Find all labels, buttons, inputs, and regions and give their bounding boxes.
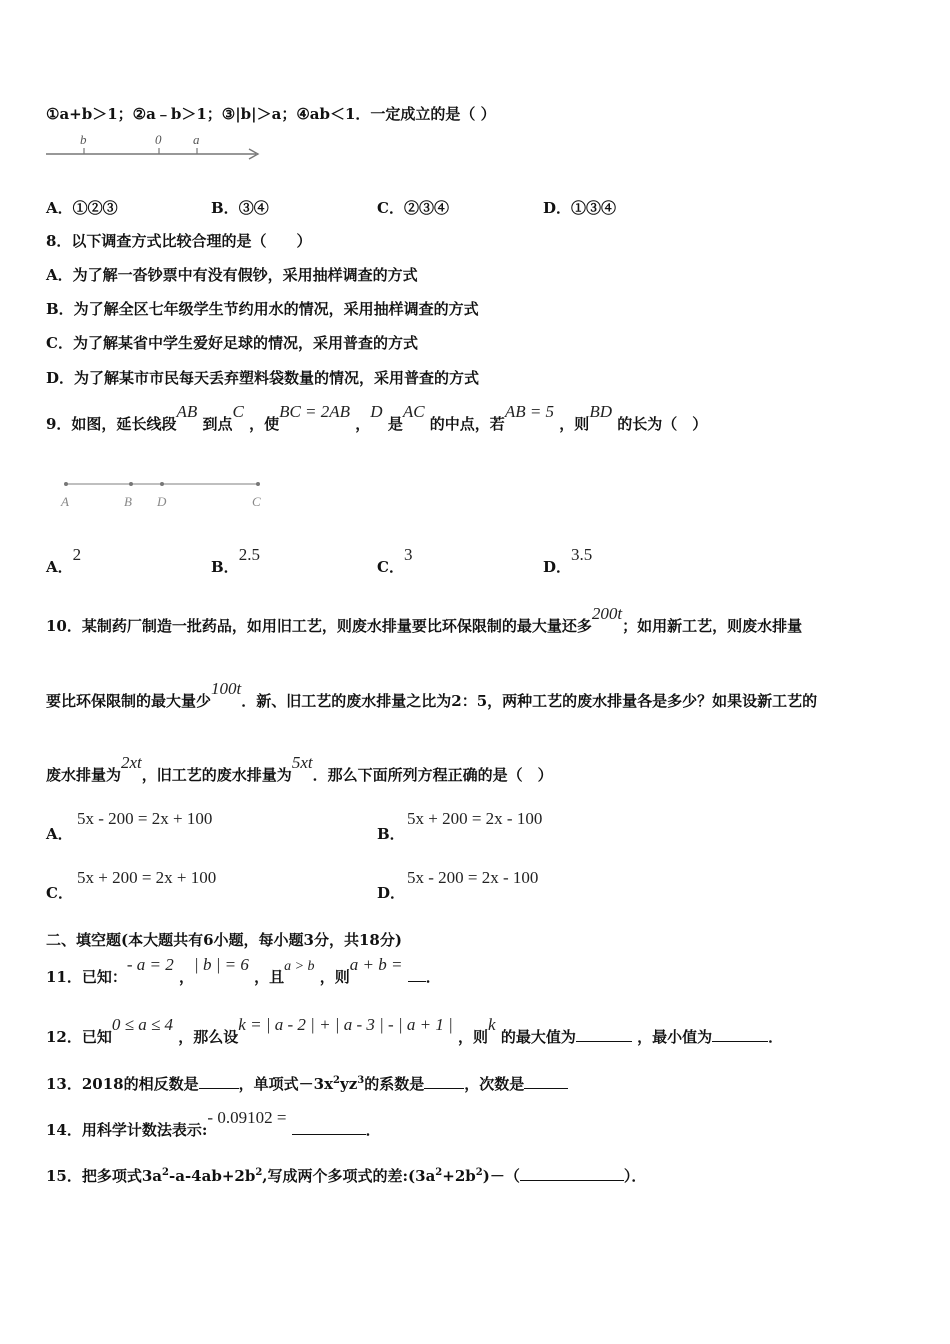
q9-segment-figure	[56, 474, 272, 514]
q10-option-a-equation: 5x - 200 = 2x + 100	[77, 809, 213, 828]
q7-option-b: B．③④	[211, 199, 269, 217]
q10-option-d-equation: 5x - 200 = 2x - 100	[407, 868, 539, 887]
q7-option-a: A．①②③	[46, 199, 118, 217]
label-a: A	[61, 494, 69, 509]
q10-line-1: 10．某制药厂制造一批药品，如用旧工艺，则废水排量要比环保限制的最大量还多200t；如用新工艺，则废水排量	[46, 604, 803, 635]
q10-option-a-letter: A．	[46, 825, 73, 843]
label-b: B	[124, 494, 132, 509]
point-c	[256, 482, 260, 486]
q10-line-3: 废水排量为2xt，旧工艺的废水排量为5xt．那么下面所列方程正确的是（ ）	[46, 753, 553, 784]
q10-option-c-equation: 5x + 200 = 2x + 100	[77, 868, 217, 887]
point-b	[129, 482, 133, 486]
q10-option-b-equation: 5x + 200 = 2x - 100	[407, 809, 543, 828]
q12-min-blank[interactable]	[712, 1041, 768, 1042]
label-c: C	[252, 494, 261, 509]
q10-option-c-letter: C．	[46, 884, 73, 902]
point-d	[160, 482, 164, 486]
q8-stem: 8．以下调查方式比较合理的是（ ）	[46, 232, 312, 250]
q13: 13．2018的相反数是 ，单项式$-3x^2yz^3$的系数是 ，次数是	[46, 1073, 568, 1094]
q10-option-b-letter: B．	[377, 825, 405, 843]
q9-option-c: C．3	[377, 545, 413, 576]
q13-degree-blank[interactable]	[524, 1088, 568, 1089]
q8-option-b: B．为了解全区七年级学生节约用水的情况，采用抽样调查的方式	[46, 300, 479, 318]
q8-option-d: D．为了解某市市民每天丢弃塑料袋数量的情况，采用普查的方式	[46, 369, 480, 387]
q7-option-c: C．②③④	[377, 199, 449, 217]
q8-option-a: A．为了解一沓钞票中有没有假钞，采用抽样调查的方式	[46, 266, 418, 284]
q12: 12．已知0 ≤ a ≤ 4 ，那么设k = | a - 2 | + | a - 3 | - | a + 1 | ，则k 的最大值为 ，最小值为 ．	[46, 1015, 784, 1046]
label-b: b	[80, 132, 87, 147]
section-2-heading: 二、填空题(本大题共有6小题，每小题3分，共18分)	[46, 931, 402, 949]
q13-coefficient-blank[interactable]	[424, 1088, 464, 1089]
label-d: D	[157, 494, 167, 509]
q9-option-d: D．3.5	[543, 545, 593, 576]
q15: 15．把多项式$3a^2-a-4ab+2b^2$,写成两个多项式的差$:(3a^2+2b^2)-$（ ）．	[46, 1167, 647, 1185]
q10-line-2: 要比环保限制的最大量少100t．新、旧工艺的废水排量之比为2：5，两种工艺的废水排量各是多少？如果设新工艺的	[46, 679, 818, 710]
q8-option-c: C．为了解某省中学生爱好足球的情况，采用普查的方式	[46, 334, 418, 352]
q9-stem: 9．如图，延长线段AB 到点C ，使BC = 2AB ，D 是AC 的中点，若AB = 5 ，则BD 的长为（ ）	[46, 402, 708, 433]
q13-opposite-blank[interactable]	[199, 1088, 239, 1089]
point-a	[64, 482, 68, 486]
q14-answer-blank[interactable]	[292, 1134, 366, 1135]
q7-number-line	[44, 130, 266, 164]
q11-answer-blank[interactable]	[408, 981, 426, 982]
label-0: 0	[155, 132, 162, 147]
q7-option-d: D．①③④	[543, 199, 617, 217]
q12-max-blank[interactable]	[576, 1041, 632, 1042]
q15-answer-blank[interactable]	[520, 1180, 624, 1181]
label-a: a	[193, 132, 200, 147]
q10-option-d-letter: D．	[377, 884, 406, 902]
q9-option-b: B．2.5	[211, 545, 260, 576]
q14: 14．用科学计数法表示:- 0.09102 = ．	[46, 1108, 381, 1139]
q11: 11．已知：- a = 2 ，| b | = 6 ，且a > b ，则a + b = ．	[46, 955, 441, 986]
q9-option-a: A．2	[46, 545, 82, 576]
q7-statement: ①a+b＞1；②a﹣b＞1；③|b|＞a；④ab＜1．一定成立的是（ ）	[46, 105, 496, 123]
